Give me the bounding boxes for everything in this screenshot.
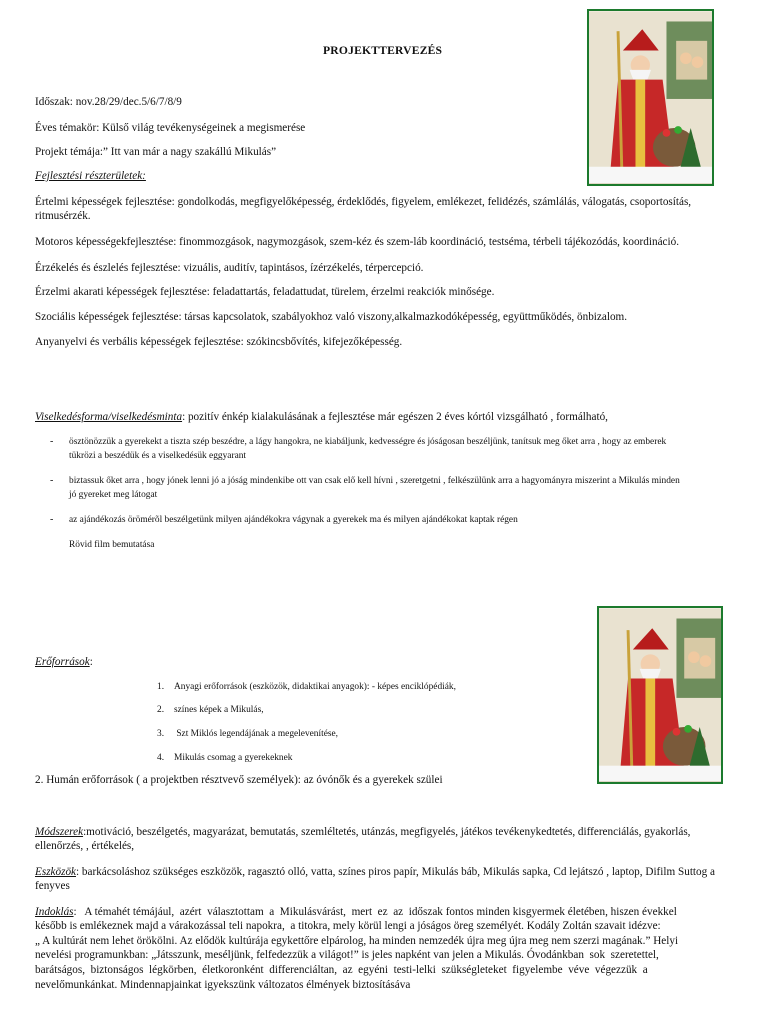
reason-paragraph xyxy=(35,906,677,919)
behavior-label: Viselkedésforma/viselkedésminta xyxy=(35,411,183,423)
dev-item-perception: Érzékelés és észlelés fejlesztése: vizuális, auditív, tapintásos, ízérzékelés, térpercepció. xyxy=(35,262,424,274)
bullet-2-line2: jó gyereket meg látogat xyxy=(69,490,158,500)
bullet-dash: - xyxy=(50,475,54,486)
reason-line-4: nevelési programunkban: „Játsszunk, meséljünk, felfedezzük a világot!” is jeles napként van jelen a Mikulás. Óvodánkban sok szeretettel, xyxy=(35,949,659,961)
resource-num-2: 2. xyxy=(157,705,165,715)
methods-label: Módszerek xyxy=(35,826,84,838)
dev-item-cognitive-cont: ritmusérzék. xyxy=(35,210,91,222)
development-heading: Fejlesztési részterületek: xyxy=(35,170,146,182)
film-line: Rövid film bemutatása xyxy=(69,540,155,550)
reason-label: Indoklás xyxy=(35,906,74,918)
reason-line-1: : A témahét témájául, azért választottam a Mikulásvárást, mert ez az időszak fontos minden kisgyermek életében, hiszen évekkel xyxy=(73,906,677,918)
dev-item-cognitive: Értelmi képességek fejlesztése: gondolkodás, megfigyelőképesség, érdeklődés, figyelem, emlékezet, felidézés, számlálás, válogatás, csoportosítás, xyxy=(35,196,692,208)
project-topic: Projekt témája:” Itt van már a nagy szakállú Mikulás” xyxy=(35,146,277,158)
tools-paragraph xyxy=(35,866,715,879)
bullet-1-line2: tükrözi a beszédük és a viselkedésük eggyarant xyxy=(69,451,247,461)
santa-icon xyxy=(599,608,721,782)
bullet-1-line1: ösztönözzük a gyerekekt a tiszta szép beszédre, a lágy hangokra, ne kiabáljunk, kedvességre és jóságosan beszéljünk, tanítsuk meg őket arra , hogy az emberek xyxy=(69,437,667,447)
bullet-dash: - xyxy=(50,436,54,447)
reason-line-2: később is emlékeznek majd a várakozással teli napokra, a titokra, mely körül lengi a jóságos öreg személyét. Kodály Zoltán szavait idézve: xyxy=(35,920,661,932)
methods-paragraph xyxy=(35,826,690,839)
dev-item-language: Anyanyelvi és verbális képességek fejlesztése: szókincsbővítés, kifejezőképesség. xyxy=(35,336,403,348)
methods-text: :motiváció, beszélgetés, magyarázat, bemutatás, szemléltetés, utánzás, megfigyelés, játékos tevékenykedtetés, differenciálás, gyakorlás, xyxy=(83,826,691,838)
resources-heading xyxy=(35,656,93,669)
santa-illustration-bottom xyxy=(597,606,723,784)
annual-topic: Éves témakör: Külső világ tevékenységeinek a megismerése xyxy=(35,122,306,134)
santa-icon xyxy=(589,11,712,184)
resources-label: Erőforrások xyxy=(35,656,90,668)
period: Időszak: nov.28/29/dec.5/6/7/8/9 xyxy=(35,96,182,108)
resource-num-1: 1. xyxy=(157,682,165,692)
resource-num-4: 4. xyxy=(157,753,165,763)
dev-item-motor: Motoros képességekfejlesztése: finommozgások, nagymozgások, szem-kéz és szem-láb koordináció, testséma, térbeli tájékozódás, koordináció. xyxy=(35,236,680,248)
bullet-2-line1: biztassuk őket arra , hogy jónek lenni jó a jóság mindenkibe ott van csak elő kell hívni , szeretgetni , felkészülünk arra a hagyományra miszerint a Mikulás minden xyxy=(69,476,680,486)
dev-item-social: Szociális képességek fejlesztése: társas kapcsolatok, szabályokhoz való viszony,alkalmazkodóképesség, együttműködés, önbizalom. xyxy=(35,311,628,323)
reason-line-6: nevelőmunkánkat. Mindennapjainkat igyekszünk változatos élmények biztosításáva xyxy=(35,979,411,991)
behavior-paragraph xyxy=(35,411,608,424)
tools-text: : barkácsoláshoz szükséges eszközök, ragasztó olló, vatta, színes piros papír, Mikulás báb, Mikulás sapka, Cd lejátszó , laptop, Difilm Suttog a xyxy=(76,866,715,878)
reason-line-3: „ A kultúrát nem lehet örökölni. Az elődök kultúrája egykettőre elpárolog, ha minden nemzedék újra meg újra meg nem szerzi magának.” Helyi xyxy=(35,935,679,947)
page-title: PROJEKTTERVEZÉS xyxy=(323,44,443,57)
human-resources: 2. Humán erőforrások ( a projektben résztvevő személyek): az óvónők és a gyerekek szülei xyxy=(35,774,443,786)
resource-item-4: Mikulás csomag a gyerekeknek xyxy=(174,753,293,763)
resource-item-2: színes képek a Mikulás, xyxy=(174,705,264,715)
tools-text-cont: fenyves xyxy=(35,880,70,892)
resources-colon: : xyxy=(89,656,93,668)
resource-item-1: Anyagi erőforrások (eszközök, didaktikai anyagok): - képes enciklópédiák, xyxy=(174,682,456,692)
bullet-3-line1: az ajándékozás örömérõl beszélgetünk milyen ajándékokra vágynak a gyerekek ma és milyen ajándékokat kaptak régen xyxy=(69,515,518,525)
santa-illustration-top xyxy=(587,9,714,186)
bullet-dash: - xyxy=(50,514,54,525)
dev-item-emotional: Érzelmi akarati képességek fejlesztése: feladattartás, feladattudat, türelem, érzelmi reakciók minősége. xyxy=(35,286,495,298)
tools-label: Eszközök xyxy=(35,866,77,878)
behavior-text: : pozitív énkép kialakulásának a fejlesztése már egészen 2 éves kórtól vizsgálható , formálható, xyxy=(182,411,608,423)
methods-text-cont: ellenőrzés, , értékelés, xyxy=(35,840,135,852)
reason-line-5: barátságos, biztonságos légkörben, életkoronként differenciáltan, az egyéni testi-lelki szükségleteket figyelembe véve végezzük a xyxy=(35,964,648,976)
resource-item-3: Szt Miklós legendájának a megelevenítése, xyxy=(174,729,339,739)
resource-num-3: 3. xyxy=(157,729,165,739)
